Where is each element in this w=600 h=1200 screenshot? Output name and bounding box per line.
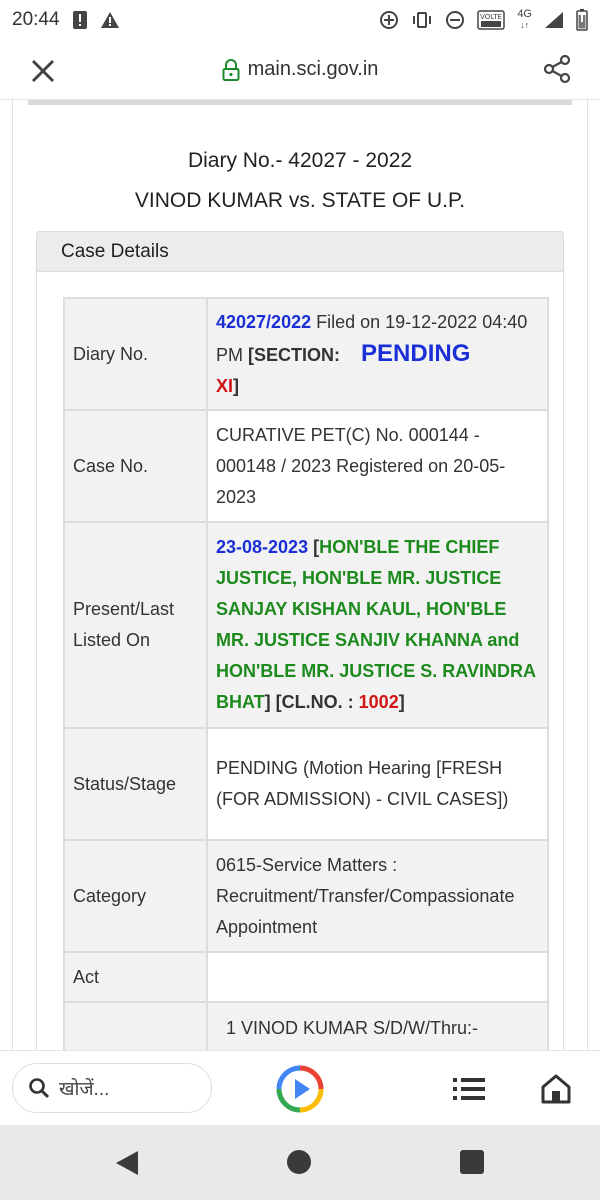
do-not-disturb-icon: [445, 10, 465, 30]
table-row-diary: [64, 298, 548, 410]
list-menu-button[interactable]: [452, 1075, 486, 1103]
table-row-case-no: [64, 410, 548, 522]
diary-label: Diary No.: [64, 298, 207, 410]
case-details-table: [63, 297, 549, 1093]
diary-title: Diary No.- 42027 - 2022: [187, 149, 413, 172]
browser-toolbar: [0, 40, 600, 100]
section-close: ]: [233, 375, 240, 396]
bench-text: HON'BLE THE CHIEF JUSTICE, HON'BLE MR. JUSTICE SANJAY KISHAN KAUL, HON'BLE MR. JUSTICE SANJIV KHANNA and HON'BLE MR. JUSTICE S. RAVINDRA BHAT: [216, 537, 536, 712]
act-value: [207, 952, 548, 1002]
act-label: Act: [64, 952, 207, 1002]
filed-text: Filed on 19-12-2022 04:40 PM: [216, 311, 528, 365]
table-row-listed: [64, 522, 548, 728]
android-nav-bar: [0, 1125, 600, 1200]
table-row-category: [64, 840, 548, 952]
list-icon: [452, 1075, 486, 1103]
listed-close-bracket: ]: [264, 692, 276, 712]
cl-suffix: ]: [398, 692, 405, 712]
battery-icon: [576, 9, 588, 31]
lock-icon: [222, 59, 240, 81]
close-button[interactable]: [26, 54, 60, 88]
url-text: main.sci.gov.in: [247, 58, 379, 80]
section-open: [SECTION:: [248, 344, 346, 365]
category-value: 0615-Service Matters : Recruitment/Transfer/Compassionate Appointment: [207, 840, 548, 952]
diary-number: 42027/2022: [216, 311, 312, 332]
share-button[interactable]: [540, 52, 574, 86]
listed-open-bracket: [: [308, 537, 320, 557]
svg-text:VOLTE: VOLTE: [480, 13, 503, 21]
cl-number: 1002: [358, 692, 399, 712]
close-icon: [30, 58, 56, 84]
listed-label: Present/Last Listed On: [64, 522, 207, 728]
url-display[interactable]: [222, 58, 379, 81]
case-details-panel: [36, 231, 564, 1131]
listed-value: [207, 522, 548, 728]
home-icon: [540, 1073, 572, 1105]
section-value: XI: [216, 375, 234, 396]
case-no-label: Case No.: [64, 410, 207, 522]
search-input[interactable]: [12, 1063, 212, 1113]
nav-home-button[interactable]: [287, 1150, 311, 1174]
recents-button[interactable]: [460, 1150, 484, 1174]
search-placeholder: खोजें...: [59, 1079, 110, 1100]
search-icon: [27, 1076, 51, 1100]
table-row-act: [64, 952, 548, 1002]
listed-date: 23-08-2023: [216, 537, 309, 557]
network-4g-icon: 4G ↓↑: [517, 8, 532, 30]
case-no-value: CURATIVE PET(C) No. 000144 - 000148 / 2023 Registered on 20-05-2023: [207, 410, 548, 522]
back-triangle-icon: [114, 1149, 140, 1177]
vibrate-icon: [411, 11, 433, 29]
play-games-button[interactable]: [276, 1065, 324, 1113]
category-label: Category: [64, 840, 207, 952]
sim-alert-icon: [72, 10, 88, 30]
web-page: [0, 100, 600, 1050]
table-row-status: [64, 728, 548, 840]
data-saver-icon: [379, 10, 399, 30]
clock: 20:44: [12, 9, 60, 30]
status-value: PENDING (Motion Hearing [FRESH (FOR ADMISSION) - CIVIL CASES]): [207, 728, 548, 840]
play-icon: [276, 1065, 324, 1113]
status-label: Status/Stage: [64, 728, 207, 840]
home-button[interactable]: [540, 1073, 572, 1105]
warning-icon: [100, 11, 120, 29]
case-title: VINOD KUMAR vs. STATE OF U.P.: [134, 189, 466, 212]
diary-value: [207, 298, 548, 410]
signal-icon: [544, 11, 564, 29]
top-divider: [28, 100, 572, 105]
status-bar: [0, 0, 600, 40]
bottom-toolbar: [0, 1050, 600, 1125]
cl-prefix: [CL.NO. :: [275, 692, 359, 712]
network-label: 4G: [517, 8, 532, 20]
back-button[interactable]: [114, 1149, 140, 1182]
panel-header: Case Details: [37, 232, 563, 272]
share-icon: [542, 54, 572, 84]
pending-status: PENDING: [361, 339, 471, 367]
volte-icon: [477, 10, 505, 30]
petitioner-line-1: 1 VINOD KUMAR S/D/W/Thru:-: [226, 1018, 479, 1038]
